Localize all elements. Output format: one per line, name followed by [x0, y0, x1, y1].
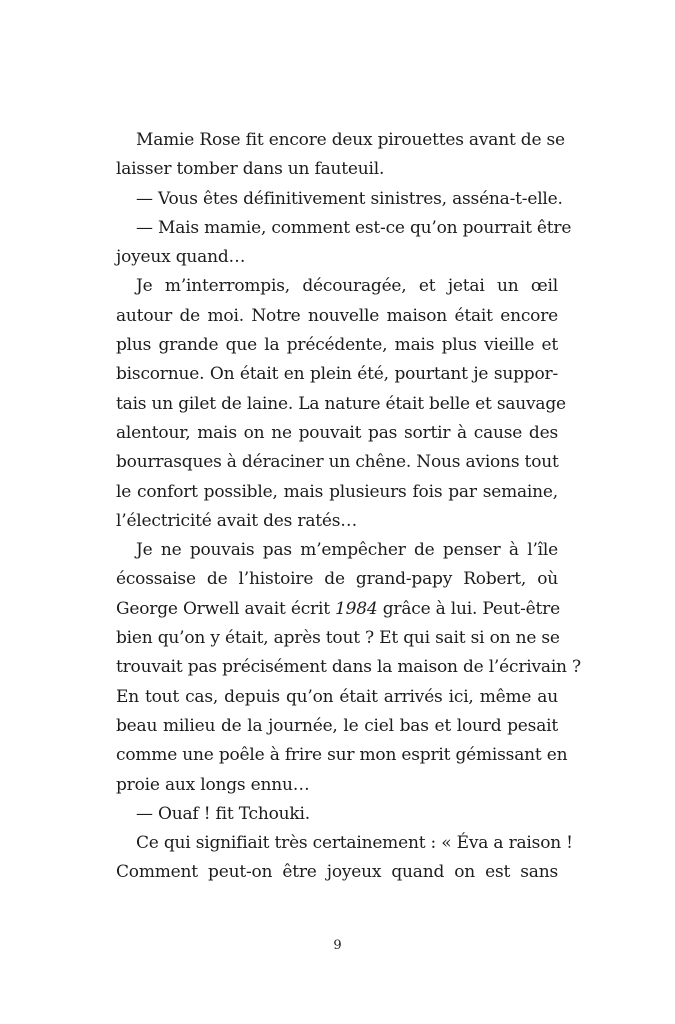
book-title-italic: 1984 — [335, 598, 378, 619]
text-line: le confort possible, mais plusieurs fois par semaine, — [116, 481, 558, 502]
text-segment: grâce à lui. Peut-être — [377, 598, 560, 619]
text-line: Mamie Rose fit encore deux pirouettes avant de se — [136, 130, 565, 150]
text-line: autour de moi. Notre nouvelle maison était encore — [116, 305, 558, 326]
dialogue-line: — Ouaf ! fit Tchouki. — [136, 803, 310, 824]
dialogue-line: — Vous êtes définitivement sinistres, asséna-t-elle. — [136, 188, 563, 209]
text-line: En tout cas, depuis qu’on était arrivés ici, même au — [116, 686, 558, 707]
text-line: proie aux longs ennu… — [116, 774, 310, 795]
text-line: Comment peut-on être joyeux quand on est sans — [116, 862, 558, 883]
text-line: beau milieu de la journée, le ciel bas et lourd pesait — [116, 715, 558, 736]
text-line: plus grande que la précédente, mais plus vieille et — [116, 335, 558, 356]
text-line: Je ne pouvais pas m’empêcher de penser à l’île — [136, 540, 558, 561]
text-line: joyeux quand… — [116, 247, 246, 268]
text-line: trouvait pas précisément dans la maison de l’écrivain ? — [116, 657, 581, 678]
text-line: bien qu’on y était, après tout ? Et qui sait si on ne se — [116, 628, 560, 649]
dialogue-line: — Mais mamie, comment est-ce qu’on pourrait être — [136, 217, 572, 238]
text-line: l’électricité avait des ratés… — [116, 510, 358, 531]
text-line: comme une poêle à frire sur mon esprit gémissant en — [116, 745, 568, 766]
text-line: bourrasques à déraciner un chêne. Nous avions tout — [116, 452, 559, 473]
text-line: tais un gilet de laine. La nature était belle et sauvage — [116, 393, 566, 414]
text-segment: George Orwell avait écrit — [116, 598, 336, 619]
body-text — [116, 126, 581, 888]
text-line: écossaise de l’histoire de grand-papy Robert, où — [116, 569, 558, 590]
text-line: Ce qui signifiait très certainement : « Éva a raison ! — [136, 833, 573, 854]
text-line: Je m’interrompis, découragée, et jetai un œil — [136, 276, 558, 297]
text-line: biscornue. On était en plein été, pourtant je suppor- — [116, 364, 558, 385]
text-line — [116, 595, 558, 624]
page-number: 9 — [333, 938, 342, 953]
text-line: alentour, mais on ne pouvait pas sortir à cause des — [116, 422, 558, 443]
text-line: laisser tomber dans un fauteuil. — [116, 159, 385, 180]
